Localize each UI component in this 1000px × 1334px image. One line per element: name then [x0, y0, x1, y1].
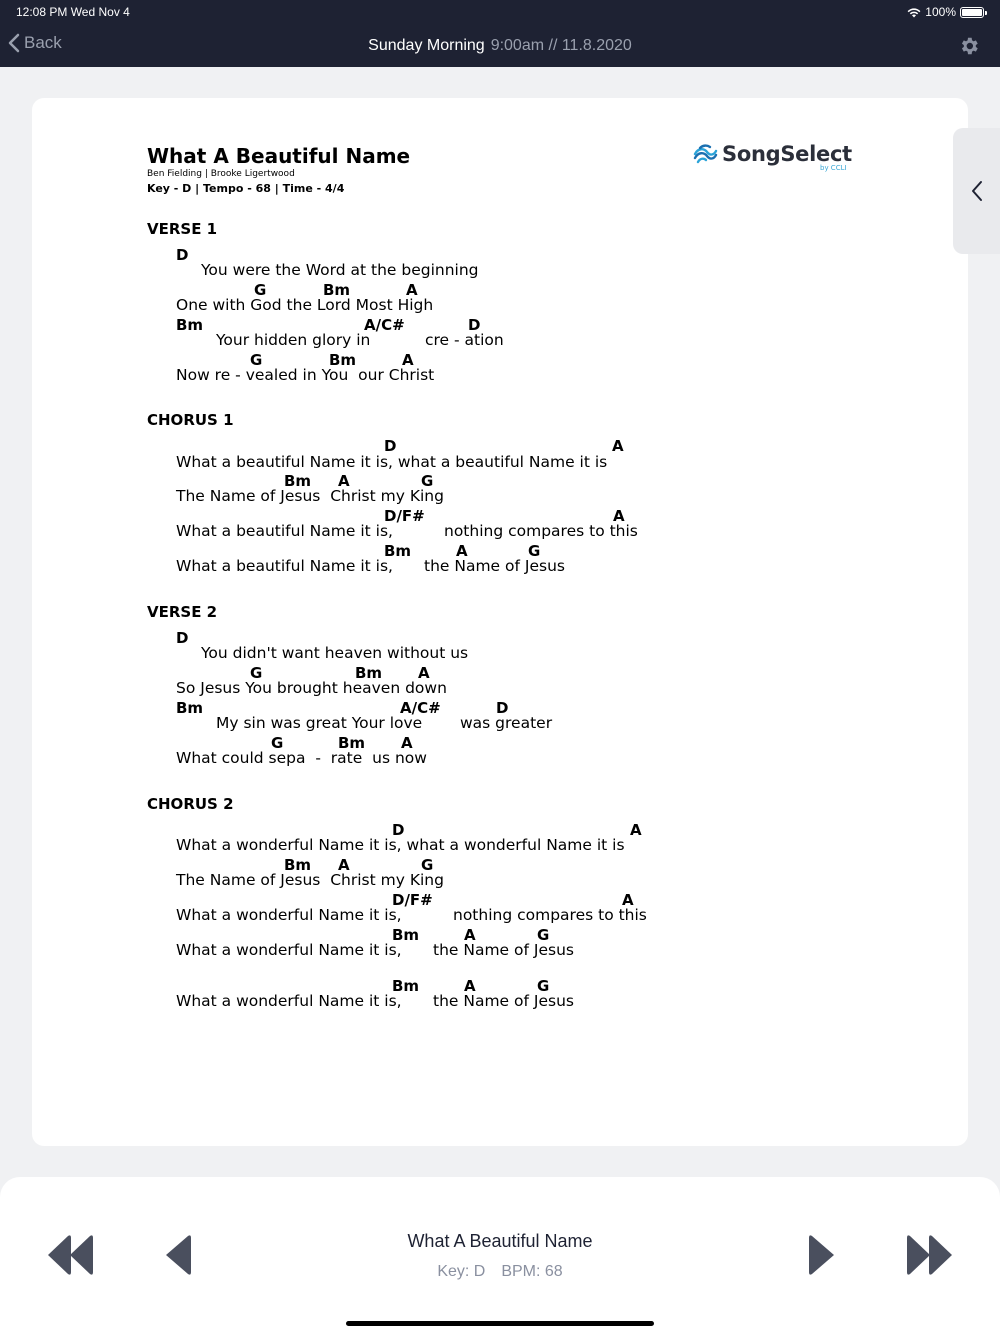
chord: D: [176, 246, 189, 264]
logo-sub: by CCLI: [820, 164, 847, 172]
song-sheet: [32, 98, 968, 1146]
wifi-icon: [907, 7, 921, 18]
songselect-logo-icon: [692, 141, 718, 167]
lyric-line: What a wonderful Name it is,: [176, 906, 402, 924]
home-indicator: [346, 1321, 654, 1326]
chord: A/C#: [364, 316, 405, 334]
lyric-line: What a beautiful Name it is,: [176, 557, 393, 575]
service-name: Sunday Morning: [368, 37, 485, 54]
chevron-left-icon: [970, 179, 984, 203]
chord: A: [613, 507, 625, 525]
chord: G: [250, 351, 263, 369]
next-song-button[interactable]: [904, 1232, 954, 1278]
chord: G: [421, 856, 434, 874]
chord: G: [421, 472, 434, 490]
chord: A: [464, 977, 476, 995]
lyric-line: What a wonderful Name it is,: [176, 992, 402, 1010]
chord: Bm: [323, 281, 351, 299]
section-heading: CHORUS 2: [147, 795, 234, 813]
chord: Bm: [329, 351, 357, 369]
chord: A/C#: [400, 699, 441, 717]
next-section-button[interactable]: [806, 1232, 836, 1278]
chord: Bm: [284, 472, 312, 490]
lyric-line: You didn't want heaven without us: [201, 644, 469, 662]
gear-icon[interactable]: [958, 35, 980, 57]
lyric-line: You were the Word at the beginning: [201, 261, 479, 279]
lyric-line: What could sepa - rate us now: [176, 749, 427, 767]
lyric-line: the Name of Jesus: [433, 941, 574, 959]
chord: Bm: [392, 977, 420, 995]
chord: Bm: [355, 664, 383, 682]
chord: G: [271, 734, 284, 752]
lyric-line: was greater: [460, 714, 553, 732]
chord: Bm: [176, 699, 204, 717]
lyric-line: nothing compares to this: [453, 906, 647, 924]
lyric-line: Your hidden glory in: [216, 331, 371, 349]
lyric-line: What a wonderful Name it is, what a wonderful Name it is: [176, 836, 625, 854]
lyric-line: The Name of Jesus Christ my King: [176, 871, 444, 889]
page-title: [0, 37, 1000, 55]
player-bar: [0, 1177, 1000, 1334]
chord: D/F#: [392, 891, 433, 909]
chord: A: [622, 891, 634, 909]
chord: A: [402, 351, 414, 369]
chord: A: [338, 472, 350, 490]
status-indicators: [907, 5, 984, 19]
chord: A: [418, 664, 430, 682]
chord: D/F#: [384, 507, 425, 525]
chord: D: [176, 629, 189, 647]
player-song-title: What A Beautiful Name: [407, 1231, 593, 1251]
chord: Bm: [392, 926, 420, 944]
side-panel-toggle[interactable]: [953, 128, 1000, 254]
back-label: Back: [24, 33, 62, 52]
chord: D: [496, 699, 509, 717]
service-time: 9:00am // 11.8.2020: [490, 37, 632, 54]
song-title: What A Beautiful Name: [147, 144, 411, 168]
lyric-line: What a beautiful Name it is,: [176, 522, 393, 540]
chord: A: [401, 734, 413, 752]
lyric-line: So Jesus You brought heaven down: [176, 679, 447, 697]
status-time: 12:08 PM Wed Nov 4: [16, 5, 130, 19]
chord: A: [406, 281, 418, 299]
player-key: Key: D: [437, 1263, 486, 1280]
chord: D: [468, 316, 481, 334]
section-heading: VERSE 1: [147, 220, 218, 238]
chord: G: [254, 281, 267, 299]
lyric-line: One with God the Lord Most High: [176, 296, 434, 314]
chord: D: [392, 821, 405, 839]
lyric-line: What a beautiful Name it is, what a beautiful Name it is: [176, 453, 608, 471]
lyric-line: My sin was great Your love: [216, 714, 423, 732]
battery-percent: 100%: [925, 5, 956, 19]
lyric-line: What a wonderful Name it is,: [176, 941, 402, 959]
logo-name: SongSelect: [722, 142, 852, 166]
chord: G: [537, 926, 550, 944]
top-bar: [0, 0, 1000, 67]
chord: A: [630, 821, 642, 839]
chord: G: [528, 542, 541, 560]
chord: G: [250, 664, 263, 682]
lyric-line: The Name of Jesus Christ my King: [176, 487, 444, 505]
lyric-line: the Name of Jesus: [424, 557, 565, 575]
lyric-line: nothing compares to this: [444, 522, 638, 540]
chord: Bm: [284, 856, 312, 874]
lyric-line: Now re - vealed in You our Christ: [176, 366, 435, 384]
chord: A: [612, 437, 624, 455]
chord: G: [537, 977, 550, 995]
lyric-line: the Name of Jesus: [433, 992, 574, 1010]
section-heading: VERSE 2: [147, 603, 218, 621]
player-bpm: BPM: 68: [501, 1263, 563, 1280]
player-meta: [0, 1263, 1000, 1281]
section-heading: CHORUS 1: [147, 411, 234, 429]
song-meta: Key - D | Tempo - 68 | Time - 4/4: [147, 182, 345, 195]
chord: A: [464, 926, 476, 944]
chord: Bm: [176, 316, 204, 334]
chord: A: [338, 856, 350, 874]
chord: Bm: [338, 734, 366, 752]
chord: A: [456, 542, 468, 560]
song-authors: Ben Fielding | Brooke Ligertwood: [147, 169, 295, 179]
lyric-line: cre - ation: [425, 331, 504, 349]
chord: Bm: [384, 542, 412, 560]
chord: D: [384, 437, 397, 455]
battery-icon: [960, 7, 984, 18]
